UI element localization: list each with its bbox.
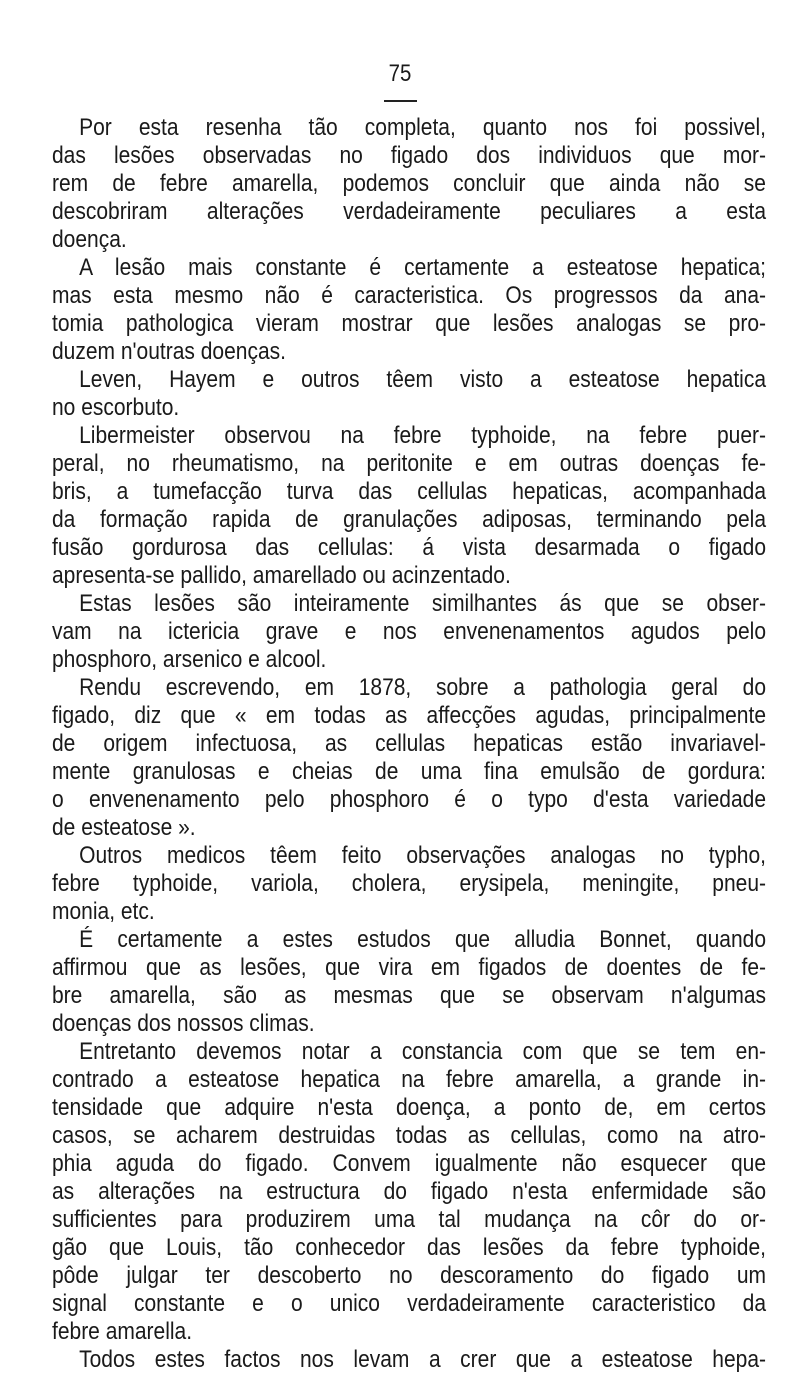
text-line: A lesão mais constante é certamente a esteatose hepatica; [79, 254, 766, 281]
paragraph [52, 590, 766, 674]
paragraph [52, 926, 766, 1038]
text-line: o envenenamento pelo phosphoro é o typo d'esta variedade [52, 786, 766, 813]
text-line: figado, diz que « em todas as affecções agudas, principalmente [52, 702, 766, 729]
paragraph [52, 842, 766, 926]
text-line: Outros medicos têem feito observações analogas no typho, [79, 842, 766, 869]
text-line: Estas lesões são inteiramente similhantes ás que se obser- [79, 590, 766, 617]
paragraph [52, 1346, 766, 1374]
text-line: doença. [52, 226, 127, 253]
text-line: mas esta mesmo não é caracteristica. Os progressos da ana- [52, 282, 766, 309]
paragraph [52, 254, 766, 366]
text-line: vam na ictericia grave e nos envenenamentos agudos pelo [52, 618, 766, 645]
text-line: mente granulosas e cheias de uma fina emulsão de gordura: [52, 758, 766, 785]
text-line: de esteatose ». [52, 814, 196, 841]
text-line: febre amarella. [52, 1318, 193, 1345]
text-line: rem de febre amarella, podemos concluir que ainda não se [52, 170, 766, 197]
text-line: da formação rapida de granulações adiposas, terminando pela [52, 506, 766, 533]
text-line: casos, se acharem destruidas todas as cellulas, como na atro- [52, 1122, 766, 1149]
text-line: apresenta-se pallido, amarellado ou acinzentado. [52, 562, 511, 589]
text-line: doenças dos nossos climas. [52, 1010, 315, 1037]
text-line: contrado a esteatose hepatica na febre amarella, a grande in- [52, 1066, 766, 1093]
text-line: Todos estes factos nos levam a crer que a esteatose hepa- [79, 1346, 766, 1373]
paragraph [52, 422, 766, 590]
text-line: bris, a tumefacção turva das cellulas hepaticas, acompanhada [52, 478, 766, 505]
text-line: as alterações na estructura do figado n'esta enfermidade são [52, 1178, 766, 1205]
text-line: signal constante e o unico verdadeiramente caracteristico da [52, 1290, 766, 1317]
text-line: no escorbuto. [52, 394, 180, 421]
paragraph [52, 674, 766, 842]
text-line: affirmou que as lesões, que vira em figados de doentes de fe- [52, 954, 766, 981]
page-number-rule [384, 100, 417, 102]
text-line: Libermeister observou na febre typhoide, na febre puer- [79, 422, 766, 449]
text-line: Leven, Hayem e outros têem visto a esteatose hepatica [79, 366, 766, 393]
paragraph [52, 366, 766, 422]
text-line: febre typhoide, variola, cholera, erysipela, meningite, pneu- [52, 870, 766, 897]
text-line: tomia pathologica vieram mostrar que lesões analogas se pro- [52, 310, 766, 337]
text-line: bre amarella, são as mesmas que se observam n'algumas [52, 982, 766, 1009]
text-line: monia, etc. [52, 898, 155, 925]
body-text [52, 114, 766, 1374]
text-line: pôde julgar ter descoberto no descoramento do figado um [52, 1262, 766, 1289]
text-line: Rendu escrevendo, em 1878, sobre a pathologia geral do [79, 674, 766, 701]
paragraph [52, 114, 766, 254]
paragraph [52, 1038, 766, 1346]
text-line: phia aguda do figado. Convem igualmente não esquecer que [52, 1150, 766, 1177]
text-line: fusão gordurosa das cellulas: á vista desarmada o figado [52, 534, 766, 561]
text-line: de origem infectuosa, as cellulas hepaticas estão invariavel- [52, 730, 766, 757]
text-line: phosphoro, arsenico e alcool. [52, 646, 327, 673]
text-line: tensidade que adquire n'esta doença, a ponto de, em certos [52, 1094, 766, 1121]
text-line: sufficientes para produzirem uma tal mudança na côr do or- [52, 1206, 766, 1233]
text-line: Por esta resenha tão completa, quanto nos foi possivel, [79, 114, 766, 141]
text-line: É certamente a estes estudos que alludia Bonnet, quando [79, 926, 766, 953]
text-line: duzem n'outras doenças. [52, 338, 286, 365]
text-line: descobriram alterações verdadeiramente peculiares a esta [52, 198, 766, 225]
page-number: 75 [388, 60, 412, 87]
text-line: peral, no rheumatismo, na peritonite e em outras doenças fe- [52, 450, 766, 477]
text-line: das lesões observadas no figado dos individuos que mor- [52, 142, 766, 169]
text-line: Entretanto devemos notar a constancia com que se tem en- [79, 1038, 766, 1065]
text-line: gão que Louis, tão conhecedor das lesões da febre typhoide, [52, 1234, 766, 1261]
